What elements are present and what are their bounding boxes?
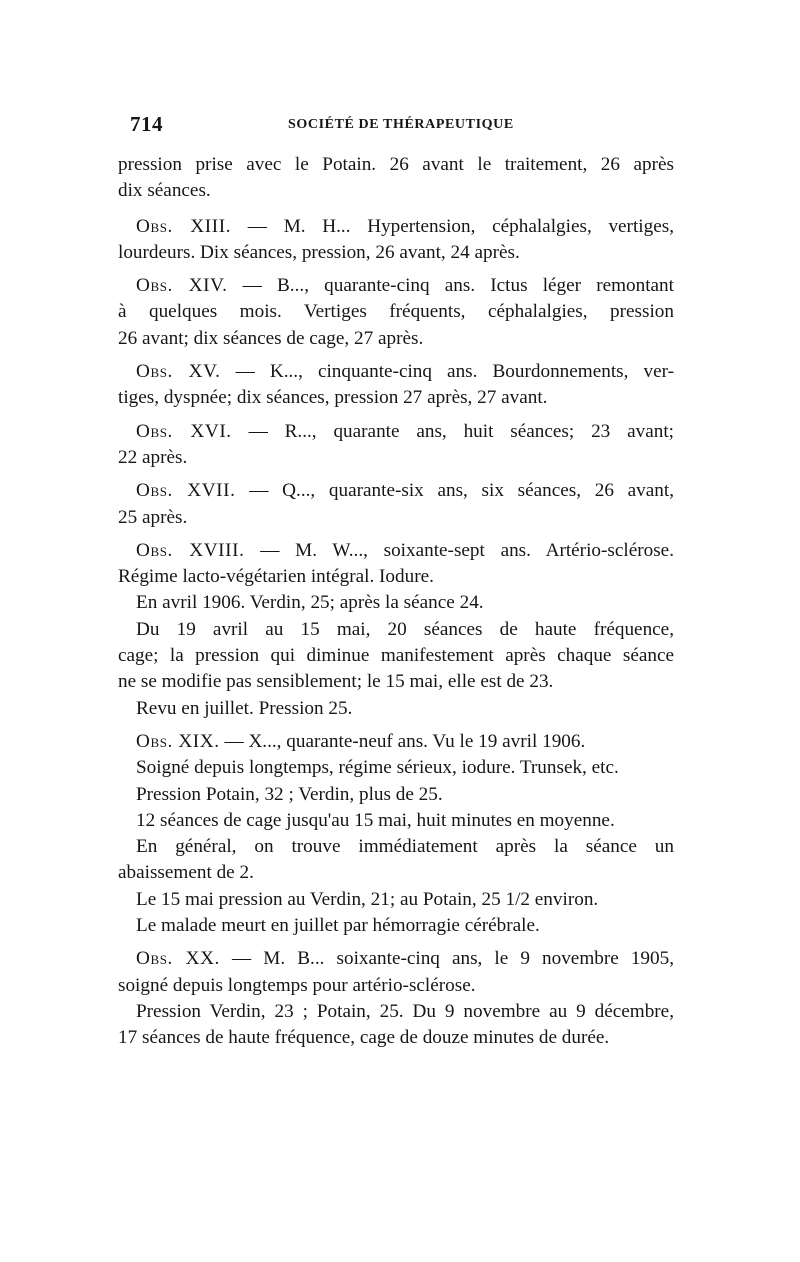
obs-text: — B..., quarante-cinq ans. Ictus léger remontant [227,275,674,297]
text-line [118,273,674,299]
obs-label: Obs. XIX. [136,730,220,752]
text-line: En général, on trouve immédiatement après la séance un [136,836,674,858]
body-text [118,152,674,1052]
text-line: ne se modifie pas sensiblement; le 15 mai, elle est de 23. [118,671,554,693]
text-line [118,946,674,972]
obs-text: — M. W..., soixante-sept ans. Artério-sclérose. [244,539,674,561]
text-line [118,538,674,564]
obs-label: Obs. XVIII. [136,539,245,561]
obs-text: — Q..., quarante-six ans, six séances, 26 avant, [235,480,674,502]
text-line [118,729,674,755]
text-line: Soigné depuis longtemps, régime sérieux, iodure. Trunsek, etc. [136,757,619,779]
paragraph-obs-xiii [118,214,674,267]
paragraph-obs-xix [118,729,674,939]
text-line: pression prise avec le Potain. 26 avant le traitement, 26 après [118,154,674,175]
text-line [118,359,674,385]
text-line [118,419,674,445]
text-line: Pression Verdin, 23 ; Potain, 25. Du 9 novembre au 9 décembre, [136,1000,674,1022]
obs-text: — X..., quarante-neuf ans. Vu le 19 avril 1906. [219,730,586,752]
obs-text: — M. B... soixante-cinq ans, le 9 novembre 1905, [219,948,674,970]
paragraph-obs-xii-end [118,152,674,205]
text-line: soigné depuis longtemps pour artério-sclérose. [118,974,476,996]
obs-text: — K..., cinquante-cinq ans. Bourdonnements, ver- [220,361,674,383]
obs-text: — R..., quarante ans, huit séances; 23 avant; [231,420,674,442]
obs-text: — M. H... Hypertension, céphalalgies, vertiges, [231,215,674,237]
text-line [118,214,674,240]
text-line [118,478,674,504]
paragraph-obs-xvii [118,478,674,531]
text-line: Le malade meurt en juillet par hémorragie cérébrale. [136,915,540,937]
obs-label: Obs. XX. [136,948,220,970]
paragraph-obs-xiv [118,273,674,352]
text-line: à quelques mois. Vertiges fréquents, céphalalgies, pression [118,301,674,323]
text-line: En avril 1906. Verdin, 25; après la séance 24. [136,592,484,614]
text-line: 17 séances de haute fréquence, cage de douze minutes de durée. [118,1027,610,1049]
paragraph-obs-xvi [118,419,674,472]
running-head: SOCIÉTÉ DE THÉRAPEUTIQUE [288,117,514,132]
text-line: Revu en juillet. Pression 25. [136,697,353,719]
page-header [130,112,675,142]
text-line: dix séances. [118,180,211,202]
text-line: Du 19 avril au 15 mai, 20 séances de haute fréquence, [136,618,674,640]
paragraph-obs-xv [118,359,674,412]
obs-label: Obs. XV. [136,361,221,383]
obs-label: Obs. XVI. [136,420,232,442]
text-line: Régime lacto-végétarien intégral. Iodure. [118,566,434,588]
text-line: 26 avant; dix séances de cage, 27 après. [118,327,424,349]
paragraph-obs-xviii [118,538,674,722]
text-line: Le 15 mai pression au Verdin, 21; au Potain, 25 1/2 environ. [136,888,599,910]
text-line: abaissement de 2. [118,862,254,884]
text-line: cage; la pression qui diminue manifestement après chaque séance [118,645,674,667]
text-line: Pression Potain, 32 ; Verdin, plus de 25. [136,783,443,805]
text-line: 25 après. [118,506,188,528]
text-line: 22 après. [118,446,188,468]
text-line: 12 séances de cage jusqu'au 15 mai, huit minutes en moyenne. [136,809,615,831]
text-line: tiges, dyspnée; dix séances, pression 27 après, 27 avant. [118,387,548,409]
text-line: lourdeurs. Dix séances, pression, 26 avant, 24 après. [118,241,520,263]
obs-label: Obs. XIII. [136,215,232,237]
page-number: 714 [130,112,163,136]
obs-label: Obs. XVII. [136,480,236,502]
paragraph-obs-xx [118,946,674,1051]
obs-label: Obs. XIV. [136,275,228,297]
